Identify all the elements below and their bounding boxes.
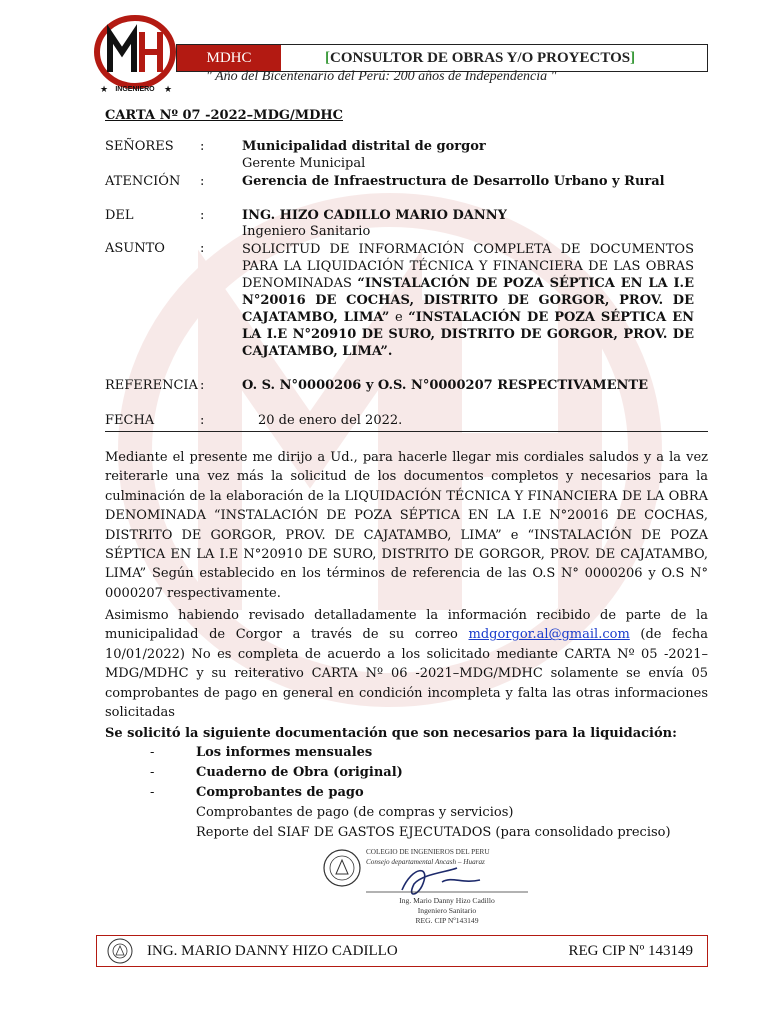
mh-engineer-logo — [92, 14, 182, 94]
asunto-value: SOLICITUD DE INFORMACIÓN COMPLETA DE DOCUMENTOS PARA LA LIQUIDACIÓN TÉCNICA Y FINANCIERA DE LAS OBRAS DENOMINADAS “INSTALACIÓN DE POZA SÉPTICA EN LA I.E N°20016 DE COCHAS, DISTRITO DE GORGOR, PROV. DE CAJATAMBO, LIMA” e “INSTALACIÓN DE POZA SÉPTICA EN LA I.E N°20910 DE SURO, DISTRITO DE GORGOR, PROV. DE CAJATAMBO, LIMA”. — [242, 242, 694, 359]
list-item: Los informes mensuales — [196, 745, 373, 760]
signature-stamp — [322, 846, 532, 930]
senores-label: SEÑORES — [105, 139, 174, 154]
svg-text:★: ★ — [164, 85, 173, 94]
colon: : — [200, 378, 205, 393]
cip-seal-icon — [107, 938, 133, 964]
asunto-label: ASUNTO — [105, 241, 165, 256]
header-banner — [176, 44, 708, 72]
colon: : — [200, 241, 205, 256]
paragraph-1: Mediante el presente me dirijo a Ud., para hacerle llegar mis cordiales saludos y a la vez reiterarle una vez más la solicitud de los documentos completos y necesarios para la culminación de la elaboración de la LIQUIDACIÓN TÉCNICA Y FINANCIERA DE LA OBRA DENOMINADA “INSTALACIÓN DE POZA SÉPTICA EN LA I.E N°20016 DE COCHAS, DISTRITO DE GORGOR, PROV. DE CAJATAMBO, LIMA” e “INSTALACIÓN DE POZA SÉPTICA EN LA I.E N°20910 DE SURO, DISTRITO DE GORGOR, PROV. DE CAJATAMBO, LIMA” Según establecido en los términos de referencia de las O.S N° 0000206 y O.S N° 0000207 respectivamente. — [105, 450, 708, 601]
atencion-label: ATENCIÓN — [105, 174, 181, 189]
footer-bar — [96, 935, 708, 967]
colon: : — [200, 413, 205, 428]
paragraph-2: Asimismo habiendo revisado detalladamente la información recibido de parte de la municipalidad de Corgor a través de su correo mdgorgor.al@gmail.com (de fecha 10/01/2022) No es completa de acuerdo a los solicitado mediante CARTA Nº 05 -2021–MDG/MDHC y su reiterativo CARTA Nº 06 -2021–MDG/MDHC solamente se envía 05 comprobantes de pago en general en condición incompleta y falta las otras informaciones solicitadas — [105, 608, 709, 721]
senores-sub: Gerente Municipal — [242, 156, 366, 171]
stamp-line1: COLEGIO DE INGENIEROS DEL PERU — [366, 848, 490, 856]
senores-value: Municipalidad distrital de gorgor — [242, 139, 486, 154]
bullet: - — [150, 765, 155, 780]
header-title: [CONSULTOR DE OBRAS Y/O PROYECTOS] — [325, 50, 636, 66]
paragraph-3: Se solicitó la siguiente documentación que son necesarios para la liquidación: — [105, 726, 677, 741]
signature-mark — [402, 868, 480, 894]
del-label: DEL — [105, 208, 134, 223]
sub-list-item: Reporte del SIAF DE GASTOS EJECUTADOS (para consolidado preciso) — [196, 825, 671, 840]
svg-text:★: ★ — [100, 85, 109, 94]
email-link[interactable]: mdgorgor.al@gmail.com — [468, 627, 630, 643]
stamp-cip: REG. CIP Nº143149 — [415, 916, 479, 925]
atencion-value: Gerencia de Infraestructura de Desarrollo Urbano y Rural — [242, 174, 665, 189]
stamp-role: Ingeniero Sanitario — [417, 906, 477, 915]
colon: : — [200, 174, 205, 189]
sub-list-item: Comprobantes de pago (de compras y servicios) — [196, 805, 514, 820]
brand-label: MDHC — [177, 45, 281, 71]
footer-cip: REG CIP Nº 143149 — [568, 943, 693, 959]
bullet: - — [150, 785, 155, 800]
letter-number: CARTA Nº 07 -2022–MDG/MDHC — [105, 108, 343, 123]
colon: : — [200, 208, 205, 223]
bullet: - — [150, 745, 155, 760]
del-sub: Ingeniero Sanitario — [242, 224, 371, 239]
cip-seal-icon — [324, 850, 360, 886]
del-value: ING. HIZO CADILLO MARIO DANNY — [242, 208, 507, 223]
list-item: Cuaderno de Obra (original) — [196, 765, 403, 780]
referencia-label: REFERENCIA — [105, 378, 198, 393]
stamp-name: Ing. Mario Danny Hizo Cadillo — [399, 896, 495, 905]
logo-caption: INGENIERO — [115, 86, 155, 93]
footer-name: ING. MARIO DANNY HIZO CADILLO — [147, 943, 398, 959]
colon: : — [200, 139, 205, 154]
divider — [105, 431, 708, 432]
motto-line: " Año del Bicentenario del Perú: 200 años de Independencia " — [206, 69, 557, 84]
list-item: Comprobantes de pago — [196, 785, 364, 800]
referencia-value: O. S. N°0000206 y O.S. N°0000207 RESPECTIVAMENTE — [242, 378, 649, 393]
stamp-line2: Consejo departamental Ancash – Huaraz — [366, 858, 485, 866]
fecha-value: 20 de enero del 2022. — [258, 413, 403, 428]
fecha-label: FECHA — [105, 413, 155, 428]
